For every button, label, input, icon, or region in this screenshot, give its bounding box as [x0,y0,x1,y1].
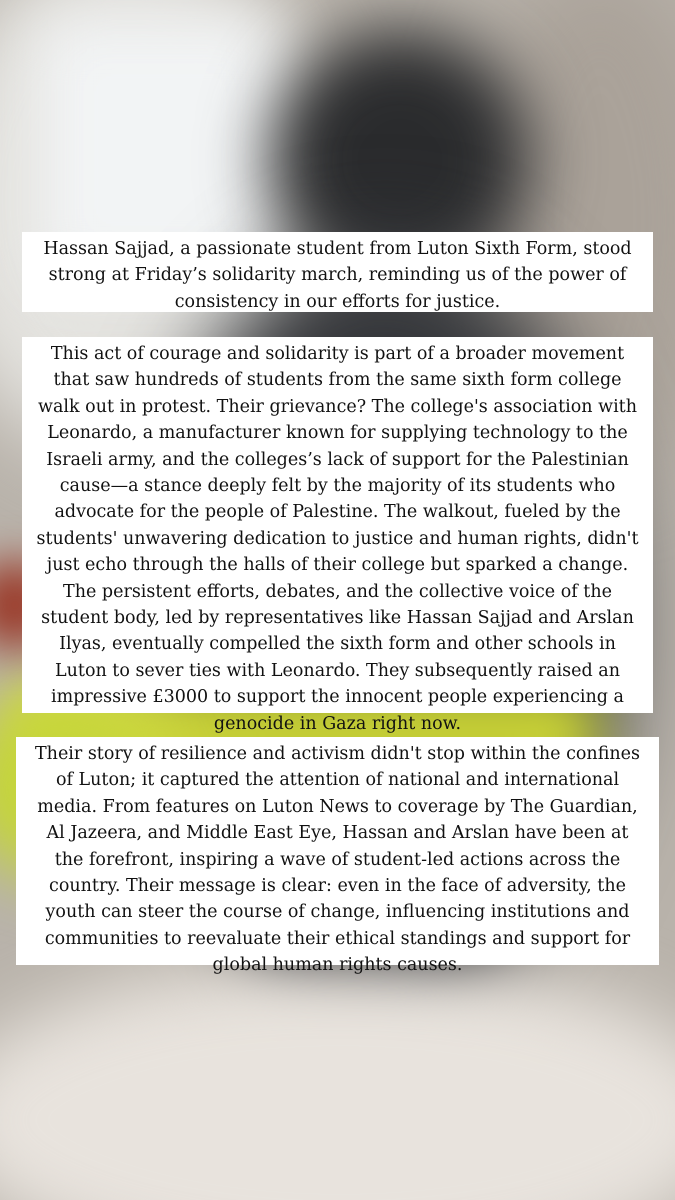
caption-paragraph-intro: Hassan Sajjad, a passionate student from Luton Sixth Form, stood strong at Friday’s solidarity march, reminding us of the power of consistency in our efforts for justice. [22,232,653,312]
background-floor [0,960,675,1200]
caption-paragraph-movement: This act of courage and solidarity is part of a broader movement that saw hundreds of students from the same sixth form college walk out in protest. Their grievance? The college's association with Leonardo, a manufacturer known for supplying technology to the Israeli army, and the colleges’s lack of support for the Palestinian cause—a stance deeply felt by the majority of its students who advocate for the people of Palestine. The walkout, fueled by the students' unwavering dedication to justice and human rights, didn't just echo through the halls of their college but sparked a change. The persistent efforts, debates, and the collective voice of the student body, led by representatives like Hassan Sajjad and Arslan Ilyas, eventually compelled the sixth form and other schools in Luton to sever ties with Leonardo. They subsequently raised an impressive £3000 to support the innocent people experiencing a genocide in Gaza right now. [22,337,653,713]
caption-paragraph-media: Their story of resilience and activism didn't stop within the confines of Luton; it captured the attention of national and international media. From features on Luton News to coverage by The Guardian, Al Jazeera, and Middle East Eye, Hassan and Arslan have been at the forefront, inspiring a wave of student-led actions across the country. Their message is clear: even in the face of adversity, the youth can steer the course of change, influencing institutions and communities to reevaluate their ethical standings and support for global human rights causes. [16,737,659,965]
